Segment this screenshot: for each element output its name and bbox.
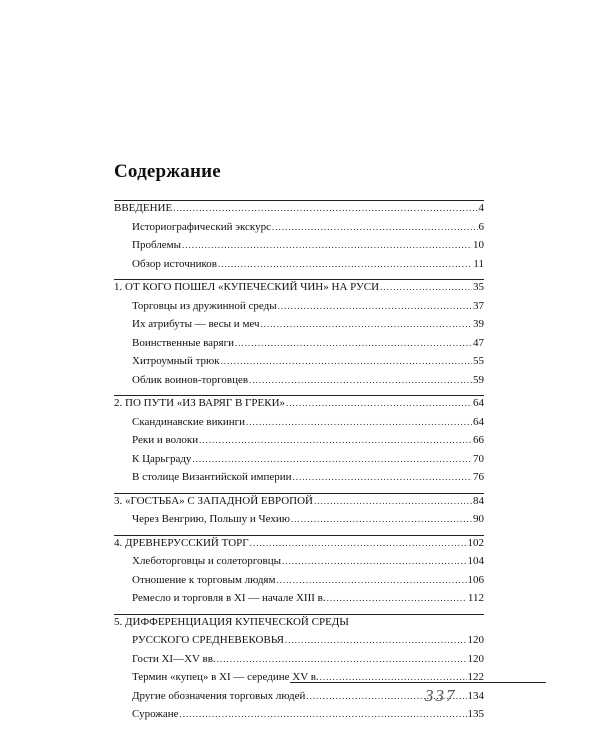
toc-section: [114, 536, 484, 614]
toc-entry[interactable]: [114, 374, 484, 393]
toc-entry-label: Историографический экскурс: [132, 220, 271, 233]
dot-leader: [261, 319, 472, 329]
toc-page-number: 84: [473, 494, 484, 507]
dot-leader: [285, 635, 467, 645]
toc-entry[interactable]: [114, 337, 484, 356]
toc-page-number: 106: [467, 573, 484, 586]
toc-page-number: 55: [473, 355, 484, 367]
toc-entry-label: Хлеботорговцы и солеторговцы: [132, 555, 282, 567]
toc-entry[interactable]: [114, 471, 484, 490]
toc-page-number: 59: [473, 373, 484, 386]
dot-leader: [380, 282, 472, 292]
toc-heading[interactable]: [114, 537, 484, 556]
toc-entry-label: Гости XI—XV вв.: [132, 652, 216, 665]
toc-entry-label: Скандинавские викинги: [132, 415, 246, 428]
toc-heading-label: 1. ОТ КОГО ПОШЕЛ «КУПЕЧЕСКИЙ ЧИН» НА РУСИ: [114, 281, 380, 293]
dot-leader: [221, 356, 472, 366]
toc-page-number: 70: [473, 452, 484, 465]
toc-section: [114, 494, 484, 535]
dot-leader: [278, 301, 472, 311]
toc-heading[interactable]: [114, 397, 484, 416]
dot-leader: [246, 417, 472, 427]
toc-section: [114, 615, 484, 730]
toc-entry[interactable]: [114, 653, 484, 672]
footer-rule: [290, 682, 546, 683]
toc-heading-label: 3. «ГОСТЬБА» С ЗАПАДНОЙ ЕВРОПОЙ: [114, 494, 313, 507]
toc-entry-label: Через Венгрию, Польшу и Чехию: [132, 513, 291, 525]
toc-entry-label: Обзор источников: [132, 257, 218, 270]
toc-heading-label: 5. ДИФФЕРЕНЦИАЦИЯ КУПЕЧЕСКОЙ СРЕДЫ: [114, 615, 349, 628]
dot-leader: [192, 454, 472, 464]
toc-entry-label: Торговцы из дружинной среды: [132, 299, 277, 312]
dot-leader: [276, 575, 466, 585]
dot-leader: [250, 538, 467, 548]
toc-page-number: 11: [473, 257, 484, 270]
toc-section: [114, 201, 484, 279]
toc-entry[interactable]: [114, 239, 484, 258]
toc-entry-label: Термин «купец» в XI — середине XV в.: [132, 671, 319, 683]
dot-leader: [320, 672, 467, 682]
table-of-contents: [114, 200, 484, 730]
dot-leader: [249, 375, 472, 385]
toc-entry[interactable]: [114, 592, 484, 611]
toc-entry[interactable]: [114, 574, 484, 593]
toc-heading[interactable]: [114, 616, 484, 635]
page-title: Содержание: [114, 161, 221, 182]
toc-entry-label: К Царьграду: [132, 452, 192, 465]
dot-leader: [272, 222, 478, 232]
toc-page-number: 76: [473, 471, 484, 483]
toc-page-number: 35: [473, 281, 484, 293]
toc-section: [114, 396, 484, 493]
toc-page-number: 6: [478, 220, 484, 233]
toc-entry[interactable]: [114, 555, 484, 574]
toc-section: [114, 280, 484, 395]
toc-page-number: 135: [467, 708, 484, 720]
toc-entry-label: Сурожане: [132, 708, 179, 720]
toc-page-number: 10: [473, 239, 484, 251]
toc-entry[interactable]: [114, 453, 484, 472]
dot-leader: [217, 654, 467, 664]
toc-entry[interactable]: [114, 355, 484, 374]
dot-leader: [286, 398, 472, 408]
toc-page-number: 112: [467, 592, 484, 604]
toc-entry[interactable]: [114, 416, 484, 435]
dot-leader: [327, 593, 467, 603]
toc-heading[interactable]: [114, 281, 484, 300]
toc-entry-label: Реки и волоки: [132, 434, 199, 446]
toc-entry[interactable]: [114, 318, 484, 337]
dot-leader: [282, 556, 466, 566]
toc-heading-label: 2. ПО ПУТИ «ИЗ ВАРЯГ В ГРЕКИ»: [114, 397, 286, 409]
dot-leader: [314, 496, 472, 506]
toc-heading-label: 4. ДРЕВНЕРУССКИЙ ТОРГ: [114, 536, 249, 549]
toc-entry-label: В столице Византийской империи: [132, 471, 292, 483]
dot-leader: [182, 240, 472, 250]
toc-entry[interactable]: [114, 434, 484, 453]
toc-entry-label: Облик воинов-торговцев: [132, 373, 249, 386]
page-number: 337: [425, 686, 457, 705]
toc-heading-continued[interactable]: [114, 634, 484, 653]
toc-heading[interactable]: [114, 495, 484, 514]
toc-page-number: 120: [467, 652, 484, 665]
toc-entry[interactable]: [114, 513, 484, 532]
toc-entry[interactable]: [114, 708, 484, 727]
dot-leader: [173, 203, 477, 213]
toc-page-number: 104: [467, 555, 484, 567]
dot-leader: [235, 338, 472, 348]
toc-entry-label: Отношение к торговым людям: [132, 573, 276, 586]
toc-heading-label-continued: РУССКОГО СРЕДНЕВЕКОВЬЯ: [132, 634, 284, 646]
toc-entry[interactable]: [114, 221, 484, 240]
toc-page-number: 4: [478, 202, 484, 214]
toc-page-number: 120: [467, 634, 484, 646]
toc-page-number: 47: [473, 336, 484, 349]
dot-leader: [218, 259, 472, 269]
toc-page-number: 64: [473, 397, 484, 409]
toc-page-number: 90: [473, 513, 484, 525]
toc-page-number: 122: [467, 671, 484, 683]
dot-leader: [180, 709, 467, 719]
toc-page-number: 102: [467, 536, 484, 549]
toc-entry-label: Хитроумный трюк: [132, 355, 220, 367]
toc-page-number: 37: [473, 299, 484, 312]
toc-entry[interactable]: [114, 258, 484, 277]
toc-page-number: 64: [473, 415, 484, 428]
toc-page-number: 66: [473, 434, 484, 446]
toc-page-number: 39: [473, 318, 484, 330]
dot-leader: [199, 435, 472, 445]
toc-entry[interactable]: [114, 300, 484, 319]
dot-leader: [293, 472, 473, 482]
toc-page-number: 134: [467, 689, 484, 702]
toc-entry-label: Их атрибуты — весы и меч: [132, 318, 260, 330]
toc-heading-label: ВВЕДЕНИЕ: [114, 202, 173, 214]
toc-entry-label: Проблемы: [132, 239, 181, 251]
toc-heading[interactable]: [114, 202, 484, 221]
toc-entry-label: Другие обозначения торговых людей: [132, 689, 306, 702]
dot-leader: [291, 514, 472, 524]
toc-entry-label: Ремесло и торговля в XI — начале XIII в.: [132, 592, 326, 604]
toc-entry-label: Воинственные варяги: [132, 336, 234, 349]
